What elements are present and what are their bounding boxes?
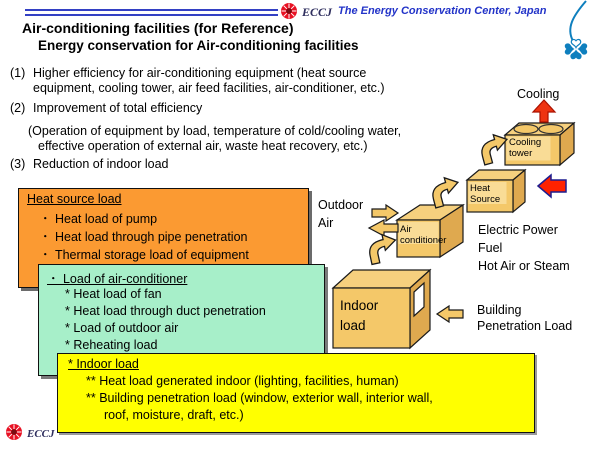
cooling-up-arrow-icon [533, 100, 555, 122]
point3-number: (3) [10, 157, 26, 171]
point2-note-line1: (Operation of equipment by load, temperature of cold/cooling water, [28, 124, 402, 138]
point2-note-line2: effective operation of external air, waste heat recovery, etc.) [38, 139, 368, 153]
indoor-to-ac-arrow-icon [366, 232, 399, 264]
building-penetration-label: Building Penetration Load [477, 303, 573, 333]
heat-source-load-item: ・ Heat load of pump [39, 212, 158, 226]
outdoor-air-label: Outdoor Air [318, 198, 364, 230]
indoor-load-box [57, 353, 535, 433]
slide-subtitle: Energy conservation for Air-conditioning facilities [38, 38, 359, 53]
eccj-wordmark: ECCJ [302, 5, 333, 19]
eccj-sun-icon [5, 423, 23, 441]
slide-title: Air-conditioning facilities (for Reference) [22, 20, 294, 36]
indoor-load-item: ** Building penetration load (window, exterior wall, interior wall, [86, 391, 433, 405]
indoor-load-title: * Indoor load [68, 357, 139, 371]
air-conditioner-load-item: * Heat load of fan [65, 287, 162, 301]
cooling-fan-icon [539, 125, 563, 134]
energy-sources-label: Electric Power Fuel Hot Air or Steam [478, 223, 570, 273]
outdoor-air-out-arrow-icon [369, 220, 398, 236]
eccj-wordmark-bottom: ECCJ [27, 428, 55, 440]
energy-input-arrow-icon [538, 175, 566, 197]
point2-text: Improvement of total efficiency [33, 101, 203, 115]
indoor-load-label: Indoor load [340, 298, 379, 333]
point1-line2: equipment, cooling tower, air feed facilities, air-conditioner, etc.) [33, 81, 385, 95]
point3-text: Reduction of indoor load [33, 157, 169, 171]
clover-logo-icon [553, 0, 597, 60]
point1-number: (1) [10, 66, 26, 80]
air-conditioner-load-item: * Load of outdoor air [65, 321, 179, 335]
heat-source-load-item: ・ Heat load through pipe penetration [39, 230, 248, 244]
point1-line1: Higher efficiency for air-conditioning equipment (heat source [33, 66, 367, 80]
heat-source-load-title: Heat source load [27, 192, 122, 206]
cooling-label: Cooling [517, 87, 560, 101]
cooling-fan-icon [514, 125, 538, 134]
air-conditioner-load-title: ・ Load of air-conditioner [47, 272, 188, 286]
air-conditioner-load-item: * Reheating load [65, 338, 158, 352]
outdoor-air-in-arrow-icon [372, 205, 398, 221]
header-rule-lines [25, 9, 278, 16]
heat-source-load-item: ・ Thermal storage load of equipment [39, 248, 249, 262]
heat-source-label: Heat Source [470, 183, 501, 205]
eccj-sun-icon [280, 2, 298, 20]
air-conditioner-load-item: * Heat load through duct penetration [65, 304, 266, 318]
indoor-load-item: roof, moisture, draft, etc.) [104, 408, 244, 422]
building-penetration-arrow-icon [437, 306, 463, 322]
point2-number: (2) [10, 101, 26, 115]
ac-to-heat-source-arrow-icon [429, 175, 463, 208]
org-name: The Energy Conservation Center, Japan [338, 5, 547, 17]
air-conditioner-label: Air conditioner [400, 224, 447, 246]
cooling-tower-label: Cooling tower [509, 137, 542, 159]
indoor-load-item: ** Heat load generated indoor (lighting, facilities, human) [86, 374, 399, 388]
